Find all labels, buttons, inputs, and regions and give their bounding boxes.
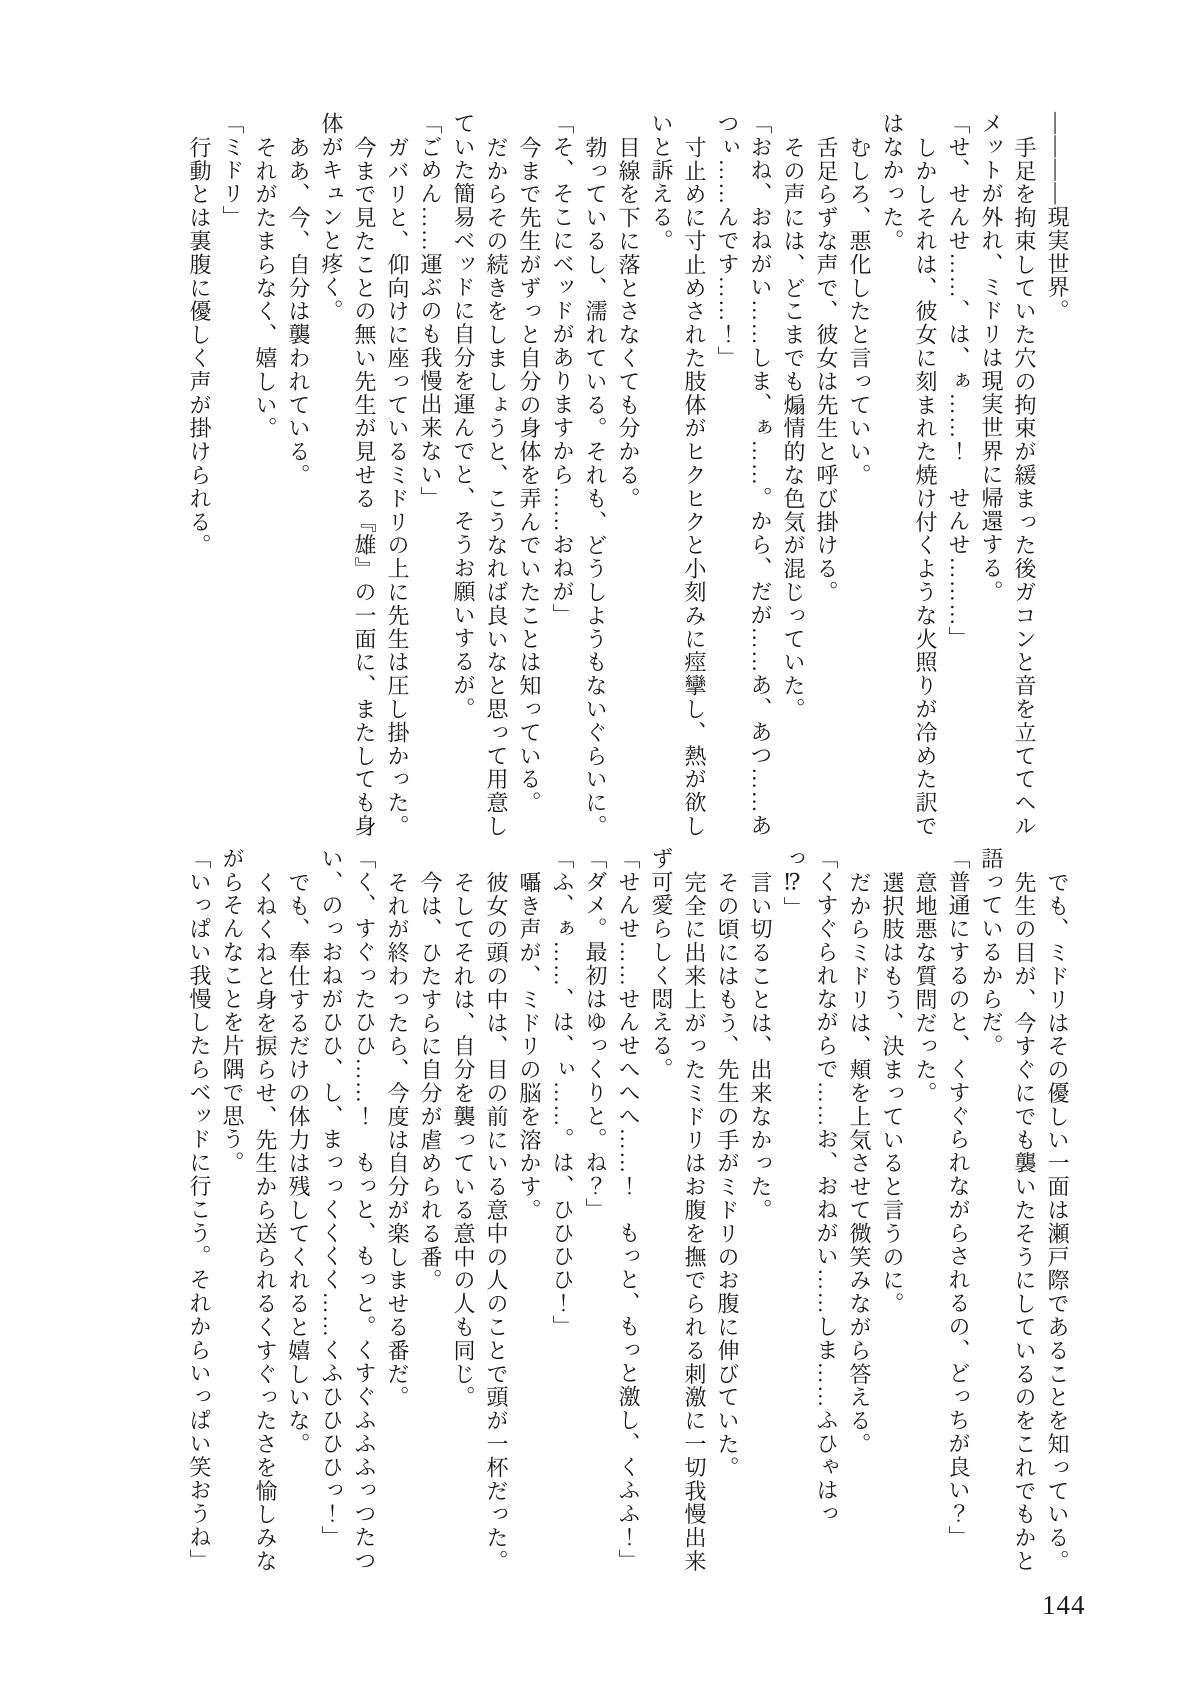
paragraph: でも、ミドリはその優しい一面は瀬戸際であることを知っている。 <box>1045 871 1070 1573</box>
paragraph: 今まで見たことの無い先生が見せる『雄』の一面に、またしても身体がキュンと疼く。 <box>319 112 377 838</box>
paragraph: 今まで先生がずっと自分の身体を弄んでいたことは知っている。 <box>517 136 542 815</box>
paragraph: それが終わったら、今度は自分が楽しませる番だ。 <box>385 871 410 1410</box>
paragraph: 「そ、そこにベッドがありますから……おねが」 <box>550 112 575 627</box>
paragraph: それがたまらなく、嬉しい。 <box>253 136 278 441</box>
paragraph: ガバリと、仰向けに座っているミドリの上に先生は圧し掛かった。 <box>385 136 410 838</box>
paragraph: 「ダメ。最初はゆっくりと。ね？」 <box>583 847 608 1222</box>
page-number: 144 <box>1042 1590 1086 1620</box>
paragraph: 勃っているし、濡れている。それも、どうしようもないぐらいに。 <box>583 136 608 838</box>
paragraph: 完全に出来上がったミドリはお腹を撫でられる刺激に一切我慢出来ず可愛らしく悶える。 <box>649 847 707 1573</box>
paragraph: 「おね、おねがい……しま、ぁ……。から、だが……あ、あつ……あつぃ……んです……！」 <box>715 112 773 838</box>
paragraph: だからその続きをしましょうと、こうなれば良いなと思って用意していた簡易ベッドに自分を運んでと、そうお願いするが。 <box>451 112 509 838</box>
paragraph: 「ミドリ」 <box>220 112 245 229</box>
paragraph: その頃にはもう、先生の手がミドリのお腹に伸びていた。 <box>715 871 740 1480</box>
paragraph: 「普通にするのと、くすぐられながらされるの、どっちが良い？」 <box>946 847 971 1549</box>
paragraph: くねくねと身を捩らせ、先生から送られるくすぐったさを愉しみながらそんなことを片隅で思う。 <box>220 847 278 1573</box>
paragraph: 囁き声が、ミドリの脳を溶かす。 <box>517 871 542 1222</box>
paragraph: 「せんせ……せんせへへへ……！ もっと、もっと激し、くふふ！」 <box>616 847 641 1573</box>
paragraph: ――――現実世界。 <box>1045 112 1070 323</box>
paragraph: その声には、どこまでも煽情的な色気が混じっていた。 <box>781 136 806 721</box>
paragraph: 行動とは裏腹に優しく声が掛けられる。 <box>187 136 212 558</box>
lower-text-block <box>183 847 1074 1574</box>
paragraph: 「せ、せんせ……、は、ぁ……！ せんせ………」 <box>946 112 971 651</box>
paragraph: 「ふ、ぁ……、は、ぃ……。は、ひひひひ！」 <box>550 847 575 1339</box>
paragraph: ああ、今、自分は襲われている。 <box>286 136 311 487</box>
paragraph: 「く、すぐったひひ……！ もっと、もっと。くすぐふふふっつたつい、のっおねがひひ、し、まっっくくくく……くふひひひひっ！」 <box>319 847 377 1573</box>
paragraph: だからミドリは、頬を上気させて微笑みながら答える。 <box>847 871 872 1456</box>
paragraph: 今は、ひたすらに自分が虐められる番。 <box>418 871 443 1293</box>
paragraph: むしろ、悪化したと言っていい。 <box>847 136 872 487</box>
paragraph: 手足を拘束していた穴の拘束が緩まった後ガコンと音を立ててヘルメットが外れ、ミドリは現実世界に帰還する。 <box>979 112 1037 838</box>
paragraph: 選択肢はもう、決まっていると言うのに。 <box>880 871 905 1316</box>
upper-text-block <box>183 112 1074 839</box>
paragraph: 目線を下に落とさなくても分かる。 <box>616 136 641 511</box>
paragraph: 「ごめん……運ぶのも我慢出来ない」 <box>418 112 443 510</box>
paragraph: でも、奉仕するだけの体力は残してくれると嬉しいな。 <box>286 871 311 1456</box>
paragraph: そしてそれは、自分を襲っている意中の人も同じ。 <box>451 871 476 1410</box>
paragraph: 彼女の頭の中は、目の前にいる意中の人のことで頭が一杯だった。 <box>484 871 509 1573</box>
paragraph: 先生の目が、今すぐにでも襲いたそうにしているのをこれでもかと語っているからだ。 <box>979 847 1037 1573</box>
paragraph: 寸止めに寸止めされた肢体がヒクヒクと小刻みに痙攣し、熱が欲しいと訴える。 <box>649 112 707 838</box>
paragraph: 「いっぱい我慢したらベッドに行こう。それからいっぱい笑おうね」 <box>187 847 212 1573</box>
paragraph: 意地悪な質問だった。 <box>913 871 938 1105</box>
paragraph: 「くすぐられながらで……お、おねがい……しま……ふひゃはっっ⁉」 <box>781 847 839 1526</box>
paragraph: 舌足らずな声で、彼女は先生と呼び掛ける。 <box>814 136 839 604</box>
paragraph: 言い切ることは、出来なかった。 <box>748 871 773 1222</box>
paragraph: しかしそれは、彼女に刻まれた焼け付くような火照りが冷めた訳ではなかった。 <box>880 112 938 838</box>
